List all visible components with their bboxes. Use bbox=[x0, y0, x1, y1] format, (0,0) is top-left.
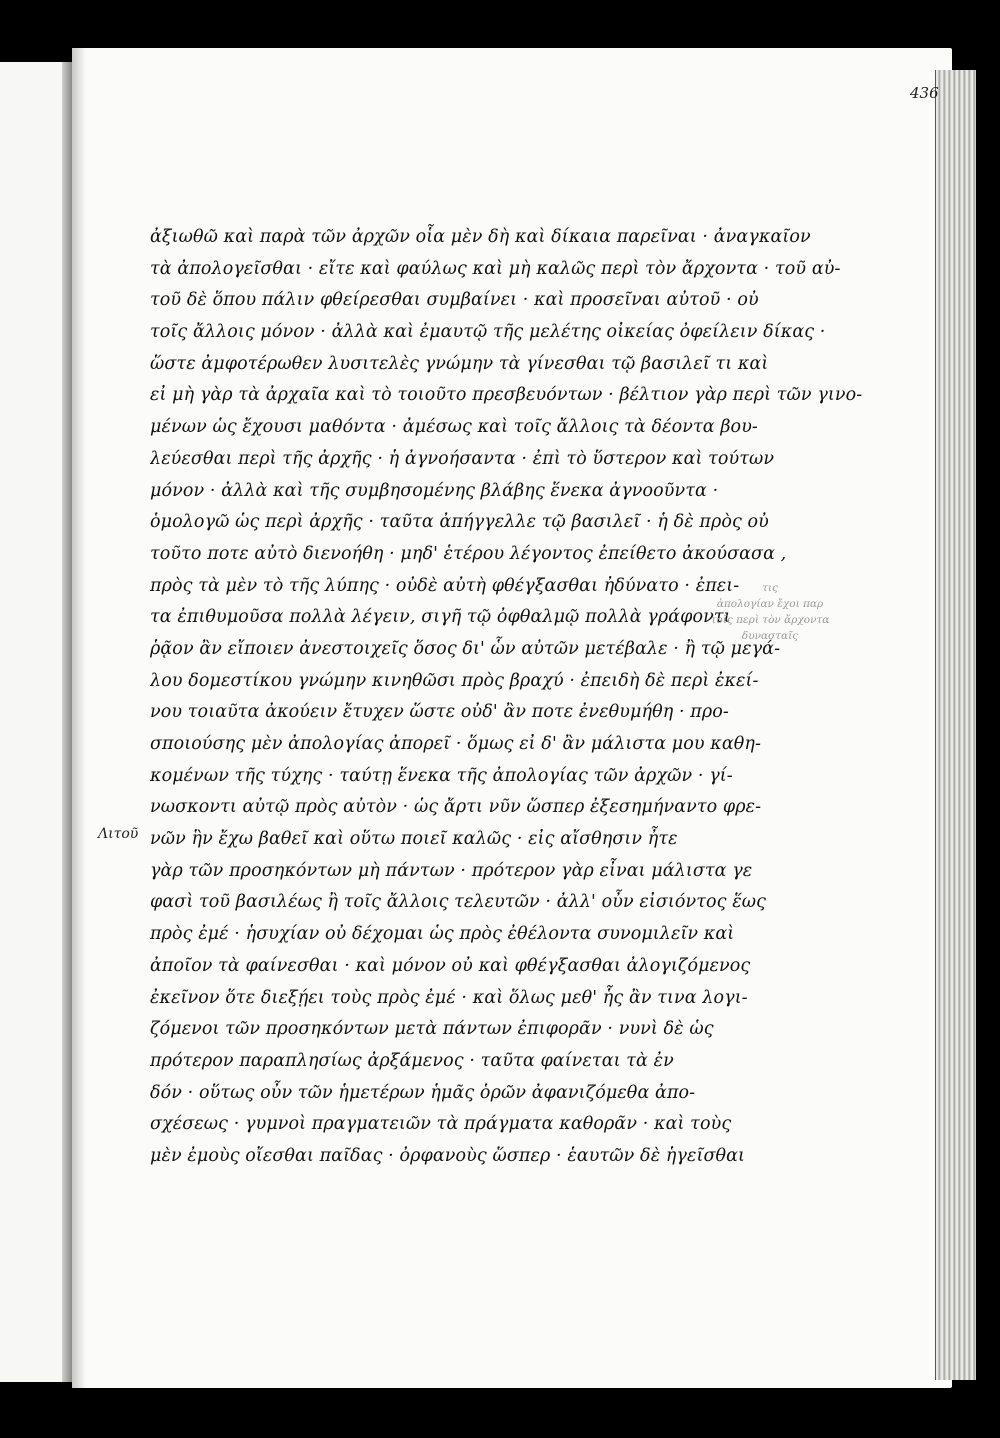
margin-note-line: τοῖς περὶ τὸν ἄρχοντα bbox=[710, 614, 830, 626]
text-line: ἀξιωθῶ καὶ παρὰ τῶν ἀρχῶν οἷα μὲν δὴ καὶ δίκαια παρεῖναι · ἀναγκαῖον bbox=[150, 227, 811, 247]
text-line: τοῦτο ποτε αὐτὸ διενοήθη · μηδ' ἑτέρου λέγοντος ἐπείθετο ἀκούσασα , bbox=[150, 543, 787, 564]
text-line: σχέσεως · γυμνοὶ πραγματειῶν τὰ πράγματα καθορᾶν · καὶ τοὺς bbox=[150, 1114, 732, 1135]
text-line: ἐκεῖνον ὅτε διεξῄει τοὺς πρὸς ἐμέ · καὶ ὅλως μεθ' ἧς ἂν τινα λογι- bbox=[150, 987, 748, 1008]
text-line: νωσκοντι αὐτῷ πρὸς αὐτὸν · ὡς ἄρτι νῦν ὥσπερ ἐξεσημήναντο φρε- bbox=[150, 797, 762, 818]
text-line: γὰρ τῶν προσηκόντων μὴ πάντων · πρότερον γὰρ εἶναι μάλιστα γε bbox=[150, 860, 753, 881]
text-line: μὲν ἐμοὺς οἴεσθαι παῖδας · ὀρφανοὺς ὥσπερ · ἑαυτῶν δὲ ἡγεῖσθαι bbox=[150, 1145, 746, 1166]
text-line: τα ἐπιθυμοῦσα πολλὰ λέγειν, σιγῆ τῷ ὀφθαλμῷ πολλὰ γράφοντι bbox=[150, 607, 731, 628]
text-line: εἰ μὴ γὰρ τὰ ἀρχαῖα καὶ τὸ τοιοῦτο πρεσβευόντων · βέλτιον γὰρ περὶ τῶν γινο- bbox=[150, 385, 863, 406]
text-line: πρὸς ἐμέ · ἡσυχίαν οὐ δέχομαι ὡς πρὸς ἐθέλοντα συνομιλεῖν καὶ bbox=[150, 924, 735, 945]
margin-note-line: ἀπολογίαν ἔχοι παρ bbox=[716, 598, 824, 610]
text-line: σποιούσης μὲν ἀπολογίας ἀπορεῖ · ὅμως εἰ δ' ἂν μάλιστα μου καθη- bbox=[150, 734, 762, 754]
text-line: ὁμολογῶ ὡς περὶ ἀρχῆς · ταῦτα ἀπήγγελλε τῷ βασιλεῖ · ἡ δὲ πρὸς οὐ bbox=[150, 512, 769, 533]
binding-gutter bbox=[62, 62, 72, 1382]
text-line: ὥστε ἀμφοτέρωθεν λυσιτελὲς γνώμην τὰ γίνεσθαι τῷ βασιλεῖ τι καὶ bbox=[150, 353, 769, 374]
text-line: πρὸς τὰ μὲν τὸ τῆς λύπης · οὐδὲ αὐτὴ φθέγξασθαι ἠδύνατο · ἐπει- bbox=[150, 575, 740, 596]
text-line: πρότερον παραπλησίως ἀρξάμενος · ταῦτα φαίνεται τὰ ἐν bbox=[150, 1050, 674, 1071]
text-line: φασὶ τοῦ βασιλέως ἢ τοῖς ἄλλοις τελευτῶν · ἀλλ' οὖν εἰσιόντος ἕως bbox=[150, 892, 766, 913]
text-line: μόνον · ἀλλὰ καὶ τῆς συμβησομένης βλάβης ἕνεκα ἀγνοοῦντα · bbox=[150, 480, 719, 501]
text-line: λου δομεστίκου γνώμην κινηθῶσι πρὸς βραχύ · ἐπειδὴ δὲ περὶ ἐκεί- bbox=[150, 670, 759, 691]
page-shadow bbox=[72, 48, 86, 1388]
margin-note-line: τις bbox=[762, 582, 778, 594]
text-line: δόν · οὕτως οὖν τῶν ἡμετέρων ἡμᾶς ὁρῶν ἀφανιζόμεθα ἀπο- bbox=[150, 1082, 696, 1103]
text-line: τοῦ δὲ ὅπου πάλιν φθείρεσθαι συμβαίνει · καὶ προσεῖναι αὐτοῦ · οὐ bbox=[150, 290, 759, 311]
text-line: ῥᾷον ἂν εἴποιεν ἀνεστοιχεῖς ὅσος δι' ὧν αὐτῶν μετέβαλε · ἢ τῷ μεγά- bbox=[150, 638, 781, 659]
text-line: νου τοιαῦτα ἀκούειν ἔτυχεν ὥστε οὐδ' ἂν ποτε ἐνεθυμήθη · προ- bbox=[150, 702, 729, 723]
text-line: μένων ὡς ἔχουσι μαθόντα · ἀμέσως καὶ τοῖς ἄλλοις τὰ δέοντα βου- bbox=[150, 417, 758, 438]
page-number: 436 bbox=[910, 84, 939, 102]
text-line: κομένων τῆς τύχης · ταύτῃ ἕνεκα τῆς ἀπολογίας τῶν ἀρχῶν · γί- bbox=[150, 765, 733, 786]
text-line: νῶν ἣν ἔχω βαθεῖ καὶ οὕτω ποιεῖ καλῶς · εἰς αἴσθησιν ἦτε bbox=[150, 829, 678, 850]
text-line: τοῖς ἄλλοις μόνον · ἀλλὰ καὶ ἐμαυτῷ τῆς μελέτης οἰκείας ὀφείλειν δίκας · bbox=[150, 322, 826, 343]
margin-note-line: δυνασταῖς bbox=[741, 630, 799, 642]
book-fore-edge bbox=[935, 70, 976, 1380]
text-line: ζόμενοι τῶν προσηκόντων μετὰ πάντων ἐπιφορᾶν · νυνὶ δὲ ὡς bbox=[150, 1019, 714, 1040]
text-line: λεύεσθαι περὶ τῆς ἀρχῆς · ἡ ἀγνοήσαντα · ἐπὶ τὸ ὕστερον καὶ τούτων bbox=[150, 448, 775, 469]
text-line: ἀποῖον τὰ φαίνεσθαι · καὶ μόνον οὐ καὶ φθέγξασθαι ἀλογιζόμενος bbox=[150, 955, 751, 976]
margin-note-left: Λιτοῦ bbox=[98, 826, 139, 842]
text-line: τὰ ἀπολογεῖσθαι · εἴτε καὶ φαύλως καὶ μὴ καλῶς περὶ τὸν ἄρχοντα · τοῦ αὐ- bbox=[150, 258, 841, 279]
text-block bbox=[150, 222, 900, 1173]
margin-note-right bbox=[690, 580, 850, 644]
